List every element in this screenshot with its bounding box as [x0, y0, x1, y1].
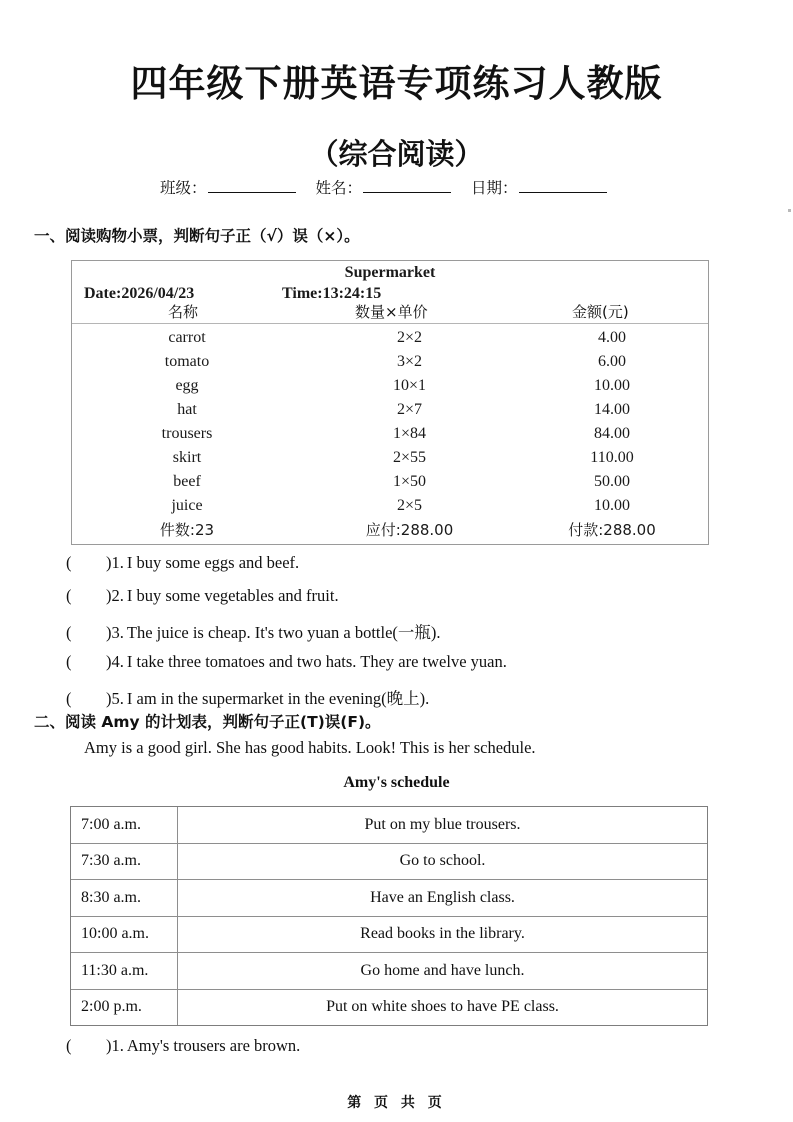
answer-blank[interactable]: (	[66, 623, 72, 642]
receipt-row	[72, 350, 708, 374]
receipt-item-amount: 14.00	[594, 401, 630, 418]
question-number: 5.	[111, 689, 124, 708]
date-label: 日期：	[471, 179, 518, 197]
receipt-item-qty-price: 1×50	[392, 473, 427, 490]
schedule-activity: Read books in the library.	[360, 925, 525, 943]
receipt-item-name: carrot	[168, 329, 206, 346]
question-item	[66, 652, 507, 672]
schedule-activity: Go to school.	[399, 852, 486, 870]
schedule-activity: Put on my blue trousers.	[364, 815, 521, 833]
table-row	[71, 880, 707, 917]
receipt-totals-row	[72, 518, 708, 542]
page-footer: 第 页 共 页	[347, 1095, 446, 1111]
section-2-heading: 二、阅读 Amy 的计划表，判断句子正(T)误(F)。	[34, 713, 381, 731]
question-item	[66, 619, 441, 643]
receipt-store-name: Supermarket	[344, 264, 436, 281]
schedule-activity: Go home and have lunch.	[360, 961, 525, 979]
schedule-time: 10:00 a.m.	[71, 917, 178, 953]
receipt-total-paid: 付款:288.00	[568, 521, 656, 539]
class-blank[interactable]	[208, 178, 296, 193]
answer-blank[interactable]: (	[66, 553, 72, 572]
receipt-row	[72, 422, 708, 446]
schedule-title: Amy's schedule	[343, 774, 450, 791]
receipt-item-amount: 50.00	[594, 473, 630, 490]
question-number: 4.	[111, 652, 124, 671]
question-text: I am in the supermarket in the evening(晚上).	[126, 689, 430, 708]
answer-paren-close: )	[106, 623, 112, 642]
date-blank[interactable]	[519, 178, 607, 193]
receipt-row	[72, 398, 708, 422]
receipt-date: Date:2026/04/23	[84, 285, 195, 302]
receipt-item-name: hat	[177, 401, 197, 418]
receipt-item-amount: 6.00	[598, 353, 626, 370]
table-row	[71, 844, 707, 881]
receipt-row	[72, 326, 708, 350]
question-text: I buy some eggs and beef.	[126, 553, 300, 572]
schedule-activity: Have an English class.	[370, 888, 515, 906]
answer-blank[interactable]: (	[66, 586, 72, 605]
receipt-total-payable: 应付:288.00	[365, 521, 454, 539]
schedule-time: 2:00 p.m.	[71, 990, 178, 1026]
schedule-time: 11:30 a.m.	[71, 953, 178, 989]
receipt-item-name: skirt	[172, 449, 202, 466]
page-edge-mark	[788, 209, 791, 212]
amy-schedule-table	[70, 806, 708, 1026]
answer-paren-close: )	[106, 689, 112, 708]
page-subtitle: （综合阅读）	[309, 137, 484, 172]
answer-paren-close: )	[106, 652, 112, 671]
question-number: 1.	[111, 1036, 124, 1055]
question-text: The juice is cheap. It's two yuan a bottle(一瓶).	[126, 623, 441, 642]
receipt-item-name: beef	[173, 473, 201, 490]
table-row	[71, 990, 707, 1026]
supermarket-receipt	[71, 260, 709, 545]
receipt-item-qty-price: 3×2	[396, 353, 423, 370]
receipt-item-qty-price: 2×2	[396, 329, 423, 346]
schedule-time: 7:30 a.m.	[71, 844, 178, 880]
receipt-row	[72, 446, 708, 470]
question-item	[66, 1036, 300, 1056]
question-text: Amy's trousers are brown.	[126, 1036, 301, 1055]
receipt-item-amount: 110.00	[590, 449, 634, 466]
receipt-item-qty-price: 2×7	[396, 401, 423, 418]
answer-blank[interactable]: (	[66, 652, 72, 671]
answer-paren-close: )	[106, 1036, 112, 1055]
receipt-row	[72, 494, 708, 518]
receipt-item-amount: 84.00	[594, 425, 630, 442]
question-item	[66, 685, 429, 709]
name-label: 姓名：	[315, 179, 363, 197]
question-number: 3.	[111, 623, 124, 642]
receipt-column-header-amount: 金额(元)	[572, 303, 629, 321]
question-number: 2.	[111, 586, 124, 605]
receipt-item-qty-price: 2×5	[396, 497, 423, 514]
receipt-item-qty-price: 10×1	[392, 377, 427, 394]
receipt-column-header-qty-price: 数量×单价	[355, 303, 428, 321]
receipt-item-name: trousers	[161, 425, 213, 442]
receipt-item-name: juice	[171, 497, 203, 514]
name-blank[interactable]	[363, 178, 451, 193]
table-row	[71, 807, 707, 844]
question-item	[66, 586, 339, 606]
receipt-item-amount: 10.00	[594, 497, 630, 514]
table-row	[71, 953, 707, 990]
receipt-total-count: 件数:23	[159, 521, 215, 539]
question-text: I take three tomatoes and two hats. They are twelve yuan.	[126, 652, 507, 671]
schedule-time: 7:00 a.m.	[71, 807, 178, 843]
receipt-item-amount: 10.00	[594, 377, 630, 394]
receipt-header	[72, 261, 708, 324]
answer-blank[interactable]: (	[66, 689, 72, 708]
answer-paren-close: )	[106, 586, 112, 605]
receipt-row	[72, 374, 708, 398]
schedule-activity: Put on white shoes to have PE class.	[326, 998, 559, 1016]
table-row	[71, 917, 707, 954]
receipt-item-qty-price: 2×55	[392, 449, 427, 466]
student-info-line	[160, 176, 680, 198]
receipt-item-qty-price: 1×84	[392, 425, 427, 442]
schedule-time: 8:30 a.m.	[71, 880, 178, 916]
question-number: 1.	[111, 553, 124, 572]
question-item	[66, 553, 299, 573]
receipt-time: Time:13:24:15	[282, 285, 382, 302]
class-label: 班级：	[160, 179, 207, 197]
answer-paren-close: )	[106, 553, 112, 572]
question-text: I buy some vegetables and fruit.	[126, 586, 339, 605]
receipt-row	[72, 470, 708, 494]
page-title: 四年级下册英语专项练习人教版	[130, 61, 663, 105]
answer-blank[interactable]: (	[66, 1036, 72, 1055]
section-1-heading: 一、阅读购物小票，判断句子正（√）误（×）。	[34, 227, 360, 245]
receipt-item-amount: 4.00	[598, 329, 626, 346]
reading-passage: Amy is a good girl. She has good habits. Look! This is her schedule.	[84, 738, 536, 757]
receipt-item-name: egg	[175, 377, 199, 394]
receipt-body	[72, 324, 708, 544]
receipt-column-header-name: 名称	[168, 303, 199, 321]
receipt-item-name: tomato	[164, 353, 210, 370]
